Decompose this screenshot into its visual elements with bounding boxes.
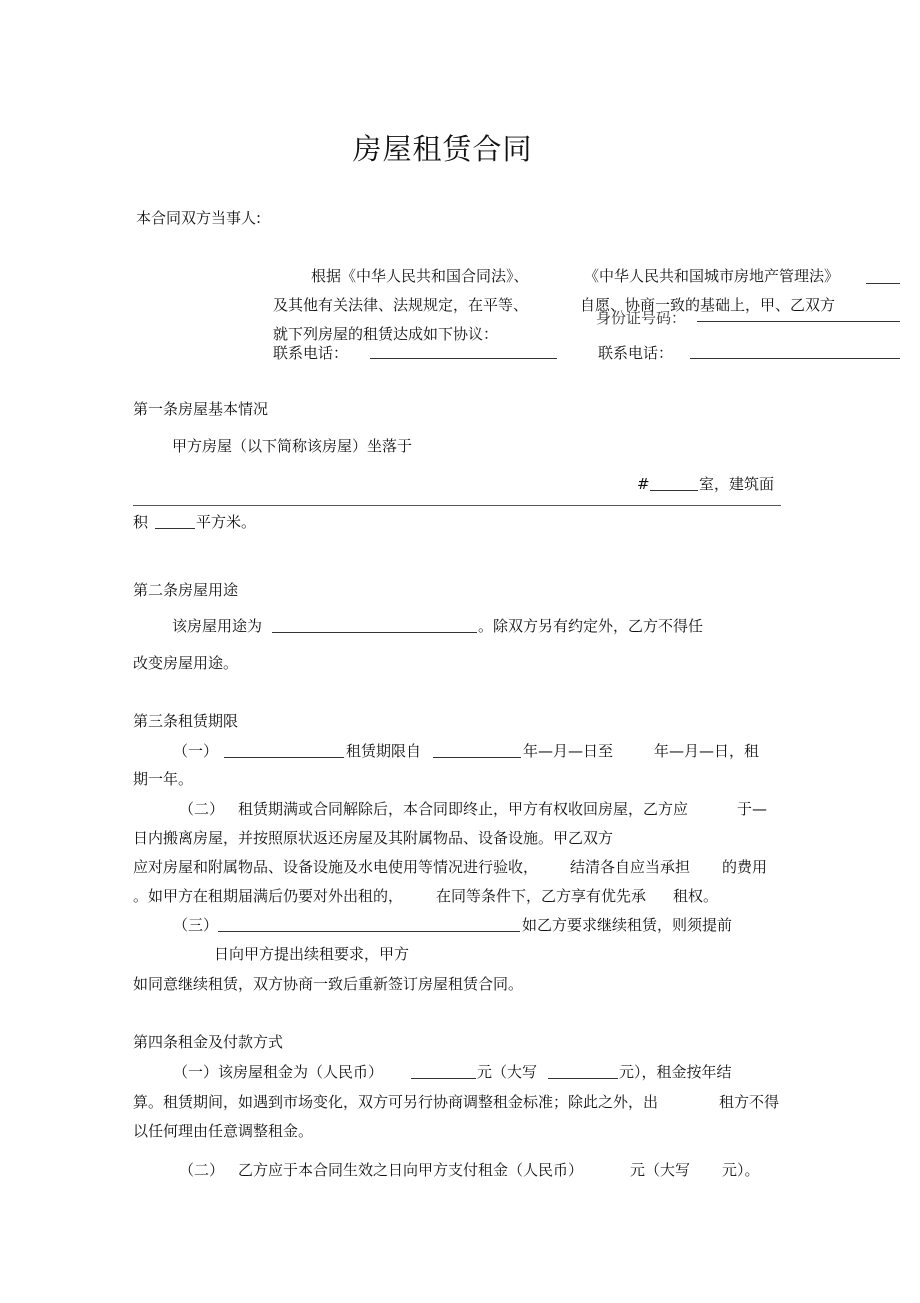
article3-p3-c: 如同意继续租赁，双方协商一致后重新签订房屋租赁合同。 (133, 975, 524, 993)
preamble-line2-b: 自愿、协商一致的基础上，甲、乙双方 (580, 296, 836, 314)
article3-p3-blank (218, 916, 520, 932)
article2-line2: 改变房屋用途。 (133, 654, 239, 672)
article1-heading: 第一条房屋基本情况 (133, 400, 269, 418)
article3-p1-b: 年—月—日至 (523, 742, 614, 760)
article3-p2-c: 日内搬离房屋，并按照原状返还房屋及其附属物品、设备设施。甲乙双方 (133, 829, 614, 847)
article1-area-b: 平方米。 (196, 513, 257, 531)
article1-room-blank (650, 475, 698, 491)
article2-line1-b: 。除双方另有约定外，乙方不得任 (478, 617, 704, 635)
article2-heading: 第二条房屋用途 (133, 581, 239, 599)
article1-area-a: 积 (133, 513, 149, 531)
article4-p2-label: （二） (179, 1161, 225, 1179)
article3-p2-e2: 在同等条件下，乙方享有优先承 (436, 887, 647, 905)
preamble-line3: 就下列房屋的租赁达成如下协议： (273, 325, 499, 343)
article3-p1-blank2 (433, 742, 521, 758)
article4-p1-c: 元），租金按年结 (619, 1063, 732, 1081)
preamble-line1-b: 《中华人民共和国城市房地产管理法》 (584, 267, 840, 285)
contact-right-blank (690, 343, 900, 359)
article4-p2-b: 元（大写 (630, 1161, 691, 1179)
article3-heading: 第三条租赁期限 (133, 712, 239, 730)
article4-p2-c: 元）。 (722, 1161, 760, 1179)
article2-line1-a: 该房屋用途为 (172, 617, 263, 635)
contact-left-blank (370, 343, 557, 359)
article3-p2-e1: 。如甲方在租期届满后仍要对外出租的， (133, 887, 404, 905)
article3-p2-label: （二） (179, 800, 225, 818)
article3-p1-label: （一） (173, 742, 219, 760)
article4-p1-d: 算。租赁期间，如遇到市场变化，双方可另行协商调整租金标准；除此之外，出 (133, 1093, 659, 1111)
article3-p1-d: 期一年。 (133, 770, 194, 788)
contact-right-label: 联系电话： (598, 344, 674, 362)
parties-label: 本合同双方当事人: (136, 209, 262, 227)
preamble-line2-a: 及其他有关法律、法规规定，在平等、 (273, 296, 529, 314)
article3-p2-b: 于— (737, 800, 768, 818)
article3-p1-c: 年—月—日，租 (654, 742, 760, 760)
article3-p2-a: 租赁期满或合同解除后，本合同即终止，甲方有权收回房屋，乙方应 (238, 800, 689, 818)
contact-left-label: 联系电话： (273, 344, 349, 362)
article1-line1: 甲方房屋（以下简称该房屋）坐落于 (172, 437, 413, 455)
article4-p1-a: （一）该房屋租金为（人民币） (173, 1063, 384, 1081)
article3-p3-b: 日向甲方提出续租要求，甲方 (214, 945, 410, 963)
article4-p1-e: 租方不得 (719, 1093, 780, 1111)
article4-p2-a: 乙方应于本合同生效之日向甲方支付租金（人民币） (238, 1161, 584, 1179)
article1-hash: # (637, 475, 650, 493)
id-number-overlap: 身份证号码： (596, 309, 687, 327)
article3-p1-a: 租赁期限自 (346, 742, 422, 760)
id-number-blank (697, 306, 900, 322)
article4-p1-blank1 (411, 1063, 476, 1079)
article4-p1-b: 元（大写 (477, 1063, 538, 1081)
article3-p2-e3: 租权。 (673, 887, 719, 905)
article3-p2-d1: 应对房屋和附属物品、设备设施及水电使用等情况进行验收， (133, 858, 539, 876)
article3-p2-d3: 的费用 (722, 858, 768, 876)
preamble-blank (866, 268, 900, 284)
article2-use-blank (272, 617, 477, 633)
article4-heading: 第四条租金及付款方式 (133, 1033, 284, 1051)
preamble-line1-a: 根据《中华人民共和国合同法》、 (311, 267, 529, 285)
document-title: 房屋租赁合同 (352, 132, 533, 166)
article4-p1-f: 以任何理由任意调整租金。 (133, 1122, 314, 1140)
address-rule (133, 505, 781, 506)
article4-p1-blank2 (548, 1063, 618, 1079)
article1-area-blank (155, 513, 195, 529)
article3-p2-d2: 结清各自应当承担 (570, 858, 691, 876)
article3-p3-a: 如乙方要求继续租赁，则须提前 (522, 916, 733, 934)
article1-room: 室，建筑面 (699, 475, 775, 493)
article3-p3-label: （三） (173, 916, 219, 934)
article3-p1-blank1 (224, 742, 344, 758)
